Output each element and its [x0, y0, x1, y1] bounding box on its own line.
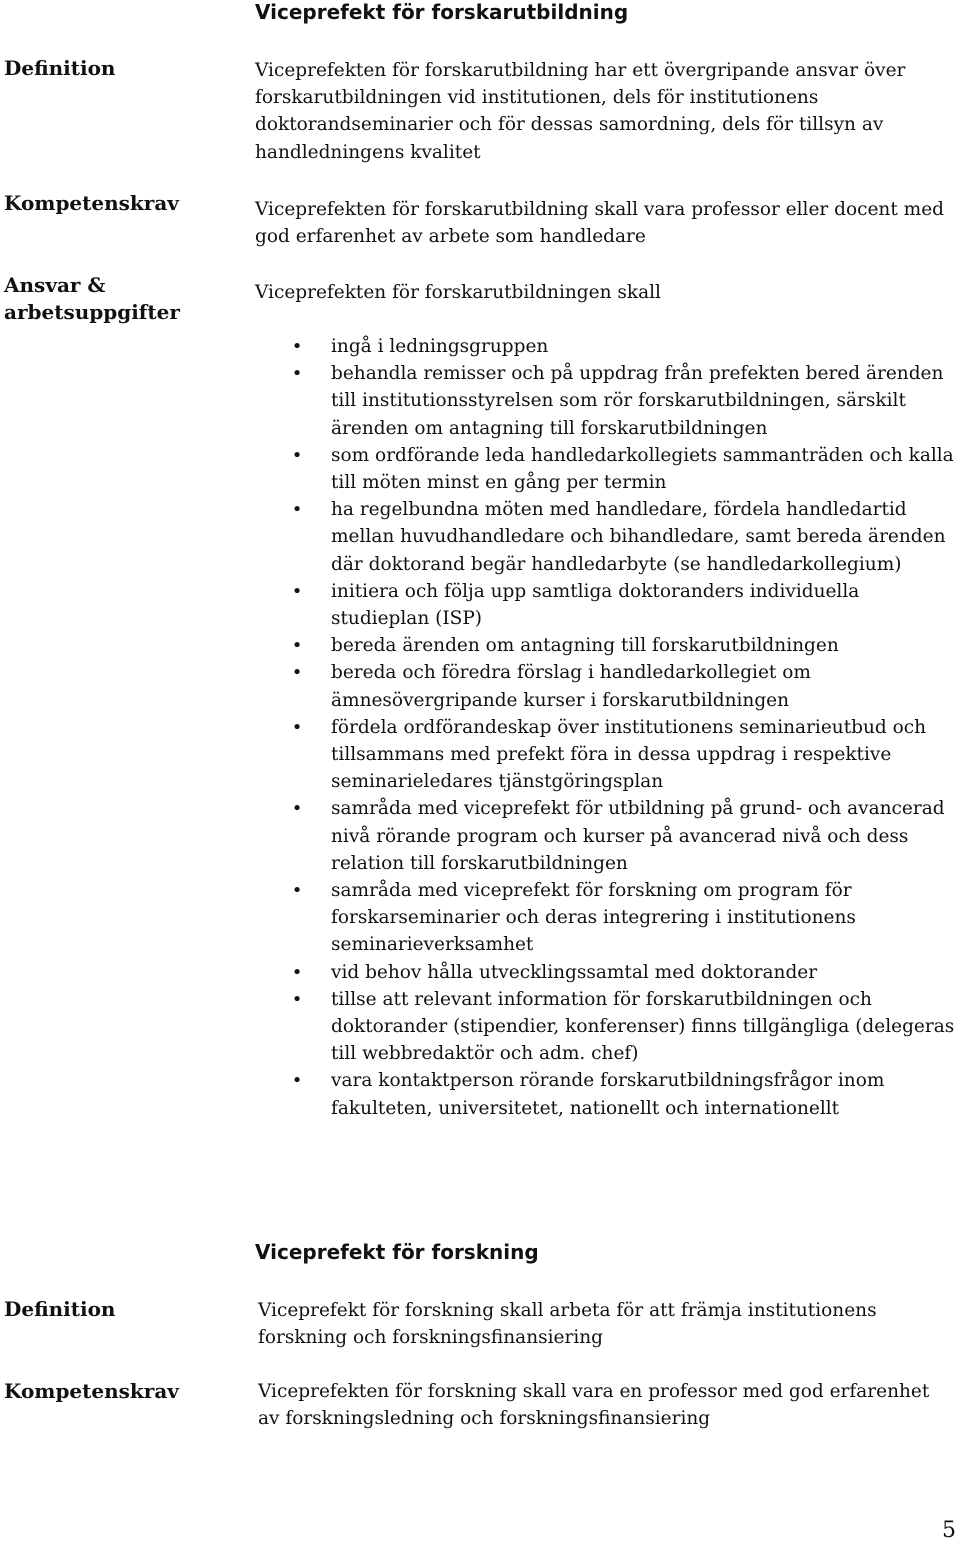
bullet-icon: • — [291, 444, 303, 466]
list-item — [290, 795, 955, 877]
bullet-icon: • — [291, 635, 303, 657]
requirements-label: Kompetenskrav — [4, 1379, 179, 1403]
bullet-icon: • — [291, 880, 303, 902]
list-item — [290, 360, 955, 442]
requirements-text: Viceprefekten för forskning skall vara en professor med god erfarenhet av forskningsledning och forskningsfinansiering — [258, 1381, 930, 1430]
section-heading-forskning: Viceprefekt för forskning — [255, 1240, 539, 1264]
list-item — [290, 877, 955, 959]
bullet-icon: • — [291, 662, 303, 684]
bullet-icon: • — [291, 580, 303, 602]
bullet-icon: • — [291, 988, 303, 1010]
duty-text: bereda ärenden om antagning till forskarutbildningen — [331, 635, 839, 657]
list-item — [290, 496, 955, 578]
duty-text: bereda och föredra förslag i handledarkollegiet om ämnesövergripande kurser i forskarutbildningen — [331, 662, 811, 711]
duty-text: tillse att relevant information för forskarutbildningen och doktorander (stipendier, konferenser) finns tillgängliga (delegeras till webbredaktör och adm. chef) — [331, 988, 955, 1065]
list-item — [290, 714, 955, 796]
duty-text: ingå i ledningsgruppen — [331, 336, 549, 357]
bullet-icon: • — [291, 1070, 303, 1092]
list-item — [290, 1067, 955, 1121]
requirements-label: Kompetenskrav — [4, 191, 179, 215]
duties-list — [290, 333, 955, 1122]
duty-text: fördela ordförandeskap över institutionens seminarieutbud och tillsammans med prefekt föra in dessa uppdrag i respektive seminarieledares tjänstgöringsplan — [331, 716, 927, 793]
duty-text: samråda med viceprefekt för forskning om program för forskarseminarier och deras integrering i institutionens seminarieverksamhet — [331, 880, 856, 956]
bullet-icon: • — [291, 961, 303, 983]
requirements-text: Viceprefekten för forskarutbildning skall vara professor eller docent med god erfarenhet av arbete som handledare — [255, 199, 944, 248]
list-item — [290, 578, 955, 632]
list-item — [290, 659, 955, 713]
list-item — [290, 333, 955, 360]
duty-text: vid behov hålla utvecklingssamtal med doktorander — [331, 961, 818, 983]
bullet-icon: • — [291, 336, 303, 357]
duty-text: som ordförande leda handledarkollegiets sammanträden och kalla till möten minst en gång per termin — [331, 444, 954, 494]
duty-text: vara kontaktperson rörande forskarutbildningsfrågor inom fakulteten, universitetet, nationellt och internationellt — [331, 1070, 885, 1119]
definition-label: Definition — [4, 1297, 116, 1321]
list-item — [290, 632, 955, 659]
list-item — [290, 986, 955, 1068]
list-item — [290, 442, 955, 496]
duty-text: behandla remisser och på uppdrag från prefekten bered ärenden till institutionsstyrelsen som rör forskarutbildningen, särskilt ärenden om antagning till forskarutbildningen — [331, 363, 944, 439]
bullet-icon: • — [291, 499, 303, 521]
page-number: 5 — [942, 1518, 956, 1543]
duties-label: Ansvar & arbetsuppgifter — [4, 273, 180, 325]
duties-intro: Viceprefekten för forskarutbildningen skall — [255, 282, 661, 303]
duty-text: initiera och följa upp samtliga doktoranders individuella studieplan (ISP) — [331, 580, 860, 630]
duty-text: ha regelbundna möten med handledare, fördela handledartid mellan huvudhandledare och bihandledare, samt bereda ärenden där doktorand begär handledarbyte (se handledarkollegium) — [331, 499, 946, 575]
bullet-icon: • — [291, 798, 303, 820]
section-heading-forskarutbildning: Viceprefekt för forskarutbildning — [255, 0, 629, 24]
definition-text: Viceprefekten för forskarutbildning har ett övergripande ansvar över forskarutbildningen vid institutionen, dels för institutionens doktorandseminarier och för dessas samordning, dels för tillsyn av handledningens kvalitet — [255, 60, 906, 163]
duty-text: samråda med viceprefekt för utbildning på grund- och avancerad nivå rörande program och kurser på avancerad nivå och dess relation till forskarutbildningen — [331, 798, 945, 874]
definition-label: Definition — [4, 56, 116, 80]
bullet-icon: • — [291, 716, 303, 738]
definition-text: Viceprefekt för forskning skall arbeta för att främja institutionens forskning och forskningsfinansiering — [258, 1300, 877, 1349]
bullet-icon: • — [291, 363, 303, 385]
list-item — [290, 959, 955, 986]
